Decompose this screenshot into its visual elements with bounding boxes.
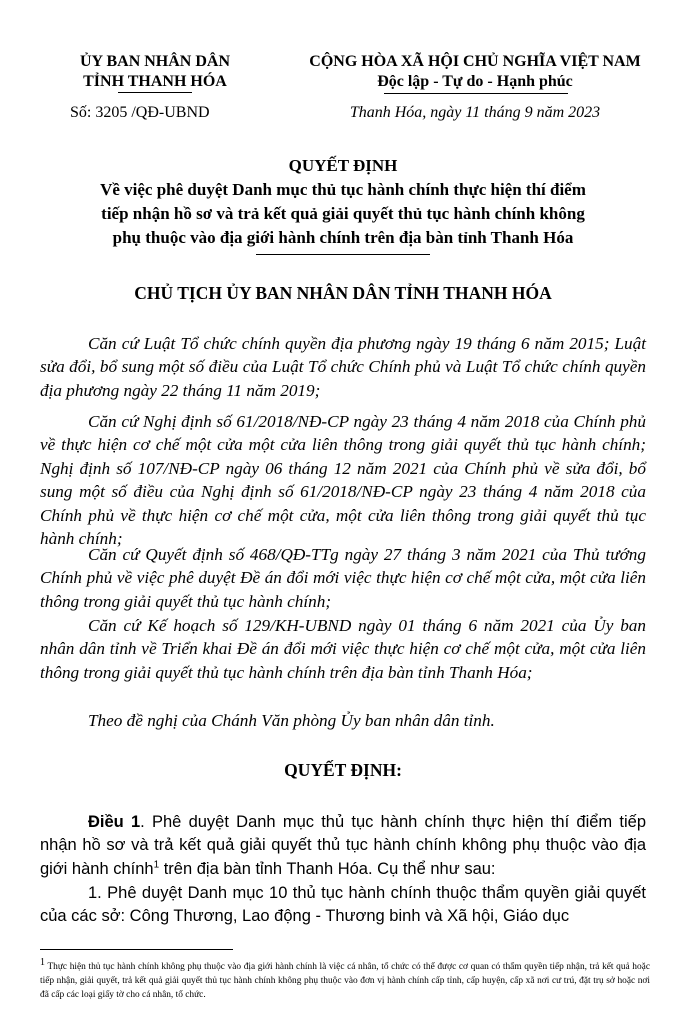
article-1-label: Điều 1: [88, 813, 141, 831]
place-date: Thanh Hóa, ngày 11 tháng 9 năm 2023: [349, 104, 601, 121]
issuing-authority: CHỦ TỊCH ỦY BAN NHÂN DÂN TỈNH THANH HÓA: [134, 283, 552, 303]
legal-basis-4: Căn cứ Kế hoạch số 129/KH-UBND ngày 01 tháng 6 năm 2021 của Ủy ban nhân dân tỉnh về Triển khai Đề án đổi mới việc thực hiện cơ chế một cửa, một cửa liên thông trong giải quyết thủ tục hành chính trên địa bàn tỉnh Thanh Hóa;: [40, 616, 646, 682]
subject-line-2: tiếp nhận hồ sơ và trả kết quả giải quyết thủ tục hành chính không: [101, 204, 585, 223]
agency-line-1: ỦY BAN NHÂN DÂN: [79, 53, 231, 70]
national-header: [300, 52, 650, 92]
footnote-reference[interactable]: 1: [153, 859, 160, 871]
legal-basis-3: Căn cứ Quyết định số 468/QĐ-TTg ngày 27 tháng 3 năm 2021 của Thủ tướng Chính phủ về việc phê duyệt Đề án đổi mới việc thực hiện cơ chế một cửa, một cửa liên thông trong giải quyết thủ tục hành chính;: [40, 545, 646, 611]
document-subject: [40, 178, 646, 250]
document-number: Số: 3205 /QĐ-UBND: [70, 104, 210, 121]
article-1: [40, 811, 646, 881]
national-motto: Độc lập - Tự do - Hạnh phúc: [377, 73, 573, 90]
subject-line-1: Về việc phê duyệt Danh mục thủ tục hành chính thực hiện thí điểm: [100, 180, 586, 199]
footnote-text: Thực hiện thủ tục hành chính không phụ thuộc vào địa giới hành chính là việc cá nhân, tổ chức có thể được cơ quan có thẩm quyền tiếp nhận, trả kết quả hoặc tiếp nhận, giải quyết, trả kết quả giải quyết thủ tục hành chính không phụ thuộc vào đơn vị hành chính cấp tỉnh, cấp huyện, cấp xã nơi cư trú, đặt trụ sở hoặc nơi đã cấp các loại giấy tờ cho cá nhân, tổ chức.: [40, 962, 650, 1000]
subject-line-3: phụ thuộc vào địa giới hành chính trên địa bàn tỉnh Thanh Hóa: [112, 228, 574, 247]
document-title: QUYẾT ĐỊNH: [288, 156, 398, 175]
issuing-agency: [40, 52, 270, 92]
footnote-separator: [40, 949, 233, 950]
decision-heading: QUYẾT ĐỊNH:: [284, 760, 402, 780]
footnote: [40, 956, 650, 1002]
agency-line-2: TỈNH THANH HÓA: [83, 73, 227, 90]
article-1-text-b: trên địa bàn tỉnh Thanh Hóa. Cụ thể như sau:: [159, 859, 496, 878]
motto-underline: [384, 93, 568, 94]
agency-underline: [118, 92, 192, 93]
proposal-basis: Theo đề nghị của Chánh Văn phòng Ủy ban nhân dân tỉnh.: [88, 711, 495, 730]
nation-name: CỘNG HÒA XÃ HỘI CHỦ NGHĨA VIỆT NAM: [309, 53, 641, 70]
article-1-item-1: 1. Phê duyệt Danh mục 10 thủ tục hành chính thuộc thẩm quyền giải quyết của các sở: Công Thương, Lao động - Thương binh và Xã hội, Giáo dục: [40, 884, 646, 926]
subject-underline: [256, 254, 430, 255]
footnote-mark: 1: [40, 956, 45, 968]
legal-basis-2: Căn cứ Nghị định số 61/2018/NĐ-CP ngày 23 tháng 4 năm 2018 của Chính phủ về thực hiện cơ chế một cửa một cửa liên thông trong giải quyết thủ tục hành chính; Nghị định số 107/NĐ-CP ngày 06 tháng 12 năm 2021 của Chính phủ về sửa đổi, bổ sung một số điều của Nghị định số 61/2018/NĐ-CP ngày 23 tháng 4 năm 2018 của Chính phủ về thực hiện cơ chế một cửa, một cửa liên thông trong giải quyết thủ tục hành chính;: [40, 412, 646, 549]
legal-basis-1: Căn cứ Luật Tổ chức chính quyền địa phương ngày 19 tháng 6 năm 2015; Luật sửa đổi, bổ sung một số điều của Luật Tổ chức Chính phủ và Luật Tổ chức chính quyền địa phương ngày 22 tháng 11 năm 2019;: [40, 334, 646, 400]
article-1-text-a: . Phê duyệt Danh mục thủ tục hành chính thực hiện thí điểm tiếp nhận hồ sơ và trả kết quả giải quyết thủ tục hành chính không phụ thuộc vào địa giới hành chính: [40, 813, 646, 878]
